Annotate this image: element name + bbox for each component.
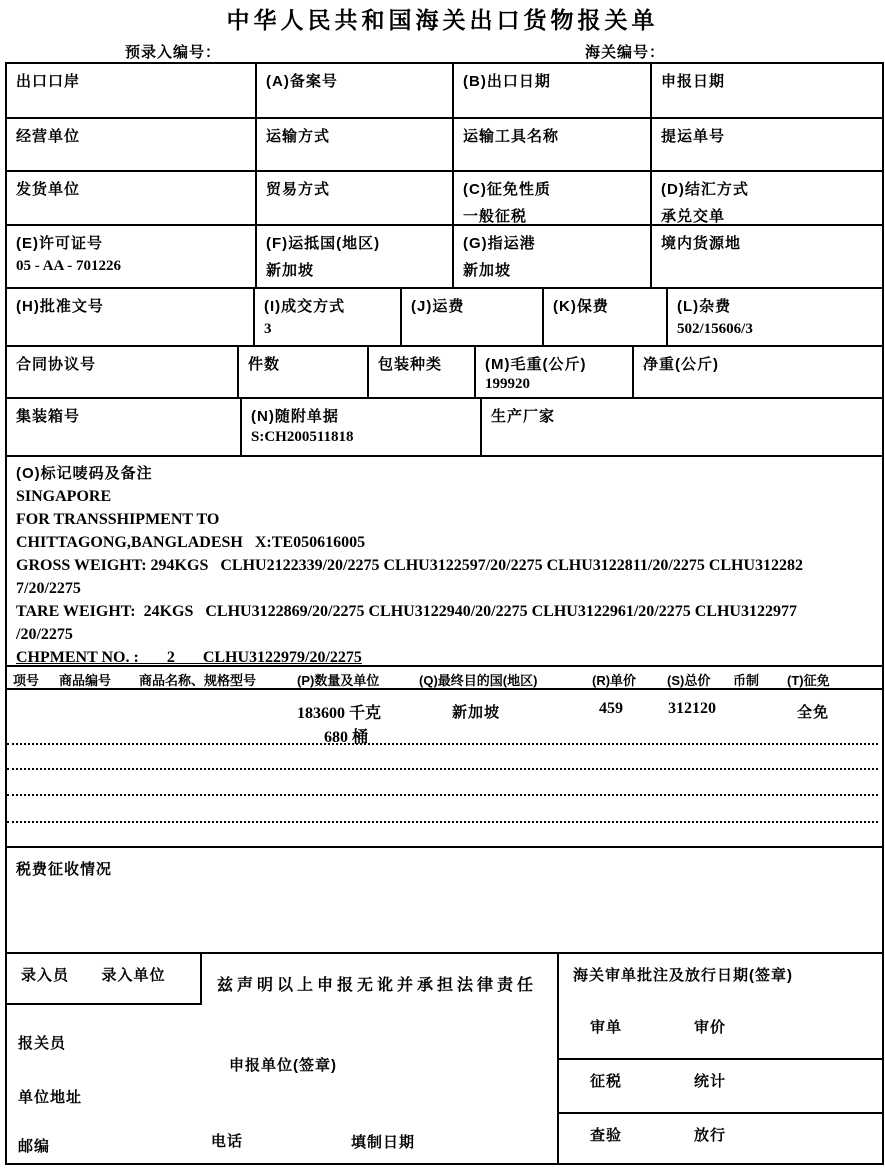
goods-table-header: [5, 665, 884, 690]
license-no-value: 05 - AA - 701226: [16, 258, 121, 274]
goods-quantity-1: 183600 千克: [297, 705, 382, 722]
col-item-no: 项号: [13, 673, 40, 688]
consignor-label: 发货单位: [16, 181, 81, 198]
cell-trade-mode: [255, 170, 454, 226]
phone-label: 电话: [211, 1133, 244, 1150]
inspection-label: 查验: [590, 1127, 623, 1144]
cell-freight: [400, 287, 544, 347]
transaction-mode-value: 3: [264, 321, 272, 337]
goods-levy-exemption: 全免: [797, 704, 830, 721]
col-currency: 币制: [733, 673, 760, 688]
col-quantity-unit: (P)数量及单位: [297, 673, 380, 688]
unit-address-label: 单位地址: [18, 1089, 83, 1106]
cell-bill-of-lading: [650, 117, 884, 172]
cell-contract-no: [5, 345, 239, 399]
form-title: 中华人民共和国海关出口货物报关单: [226, 7, 659, 33]
cell-tax-collection: [5, 846, 884, 954]
cell-manufacturer: [480, 397, 884, 457]
contract-no-label: 合同协议号: [16, 356, 97, 373]
goods-final-destination: 新加坡: [452, 704, 501, 721]
attached-docs-value: S:CH200511818: [251, 429, 354, 445]
freight-label: (J)运费: [411, 298, 465, 315]
cell-levy-nature: [452, 170, 652, 226]
declarant-label: 报关员: [18, 1035, 67, 1052]
col-final-destination: (Q)最终目的国(地区): [419, 673, 538, 688]
cell-vehicle-name: [452, 117, 652, 172]
gross-weight-value: 199920: [485, 376, 530, 392]
cell-misc-charges: [666, 287, 884, 347]
domestic-source-label: 境内货源地: [661, 235, 742, 252]
declare-date-label: 申报日期: [661, 73, 726, 90]
marks-line: GROSS WEIGHT: 294KGS CLHU2122339/20/2275 CLHU3122597/20/2275 CLHU3122811/20/2275 CLHU312282: [16, 557, 804, 574]
goods-unit-price: 459: [599, 700, 623, 717]
cell-transaction-mode: [253, 287, 402, 347]
cell-destination-port: [452, 224, 652, 289]
entry-clerk-box: [5, 952, 202, 1005]
goods-total-price: 312120: [668, 700, 716, 717]
cell-arrival-country: [255, 224, 454, 289]
entry-clerk-label: 录入员: [21, 967, 70, 984]
goods-quantity-2: 680 桶: [324, 729, 369, 746]
statistics-label: 统计: [694, 1073, 727, 1090]
destination-port-value: 新加坡: [463, 262, 512, 279]
cell-declare-date: [650, 62, 884, 119]
cell-packing-kind: [367, 345, 476, 399]
net-weight-label: 净重(公斤): [643, 356, 719, 373]
levy-nature-value: 一般征税: [463, 208, 528, 225]
gross-weight-label: (M)毛重(公斤): [485, 356, 587, 373]
packages-label: 件数: [248, 356, 281, 373]
settlement-mode-label: (D)结汇方式: [661, 181, 749, 198]
col-total-price: (S)总价: [667, 673, 711, 688]
entry-unit-label: 录入单位: [101, 967, 166, 984]
cell-marks-remarks: [5, 455, 884, 667]
marks-line: TARE WEIGHT: 24KGS CLHU3122869/20/2275 CLHU3122940/20/2275 CLHU3122961/20/2275 CLHU3122977: [16, 603, 797, 620]
vehicle-name-label: 运输工具名称: [463, 128, 560, 145]
cell-operator: [5, 117, 257, 172]
arrival-country-value: 新加坡: [266, 262, 315, 279]
cell-attached-docs: [240, 397, 482, 457]
cell-settlement-mode: [650, 170, 884, 226]
misc-charges-value: 502/15606/3: [677, 321, 753, 337]
cell-net-weight: [632, 345, 884, 399]
marks-line: SINGAPORE: [16, 488, 112, 505]
manufacturer-label: 生产厂家: [491, 408, 556, 425]
col-commodity-name: 商品名称、规格型号: [139, 673, 257, 688]
export-port-label: 出口口岸: [16, 73, 81, 90]
customs-endorsement-label: 海关审单批注及放行日期(签章): [573, 967, 793, 984]
tax-collection-label: 税费征收情况: [16, 861, 113, 878]
cell-approval-no: [5, 287, 255, 347]
cell-customs-endorsement: [557, 952, 884, 1060]
cell-domestic-source: [650, 224, 884, 289]
record-no-label: (A)备案号: [266, 73, 338, 90]
bill-of-lading-label: 提运单号: [661, 128, 726, 145]
export-date-label: (B)出口日期: [463, 73, 551, 90]
cell-container-no: [5, 397, 242, 457]
goods-table-body: [5, 688, 884, 848]
customs-no-label: 海关编号：: [585, 44, 666, 61]
col-unit-price: (R)单价: [592, 673, 637, 688]
marks-line: FOR TRANSSHIPMENT TO: [16, 511, 220, 528]
settlement-mode-value: 承兑交单: [661, 208, 726, 225]
pre-entry-no-label: 预录入编号：: [125, 44, 222, 61]
cell-record-no: [255, 62, 454, 119]
packing-kind-label: 包装种类: [378, 356, 443, 373]
cell-taxation-statistics: [557, 1058, 884, 1114]
marks-line: 7/20/2275: [16, 580, 81, 597]
cell-premium: [542, 287, 668, 347]
marks-line: CHITTAGONG,BANGLADESH X:TE050616005: [16, 534, 366, 551]
row-divider-dotted: [7, 821, 878, 823]
cell-gross-weight: [474, 345, 634, 399]
approval-no-label: (H)批准文号: [16, 298, 104, 315]
col-commodity-no: 商品编号: [59, 673, 112, 688]
doc-review-label: 审单: [590, 1019, 623, 1036]
misc-charges-label: (L)杂费: [677, 298, 732, 315]
row-divider-dotted: [7, 768, 878, 770]
destination-port-label: (G)指运港: [463, 235, 536, 252]
levy-nature-label: (C)征免性质: [463, 181, 551, 198]
taxation-label: 征税: [590, 1073, 623, 1090]
cell-declaration-area: [5, 952, 559, 1165]
premium-label: (K)保费: [553, 298, 609, 315]
cell-consignor: [5, 170, 257, 226]
declaring-unit-label: 申报单位(签章): [229, 1057, 337, 1074]
cell-inspection-release: [557, 1112, 884, 1165]
postcode-label: 邮编: [18, 1138, 51, 1155]
price-review-label: 审价: [694, 1019, 727, 1036]
declaration-statement: 兹声明以上申报无讹并承担法律责任: [217, 977, 538, 994]
transaction-mode-label: (I)成交方式: [264, 298, 346, 315]
attached-docs-label: (N)随附单据: [251, 408, 339, 425]
arrival-country-label: (F)运抵国(地区): [266, 235, 381, 252]
row-divider-dotted: [7, 743, 878, 745]
cell-transport-mode: [255, 117, 454, 172]
marks-line-shipment-no: CHPMENT NO. : 2 CLHU3122979/20/2275: [16, 649, 362, 666]
trade-mode-label: 贸易方式: [266, 181, 331, 198]
container-no-label: 集装箱号: [16, 408, 81, 425]
col-levy-exemption: (T)征免: [787, 673, 830, 688]
cell-packages: [237, 345, 369, 399]
cell-export-port: [5, 62, 257, 119]
fill-date-label: 填制日期: [351, 1134, 416, 1151]
marks-line: /20/2275: [16, 626, 73, 643]
marks-label: (O)标记唛码及备注: [16, 465, 153, 482]
cell-license-no: [5, 224, 257, 289]
row-divider-dotted: [7, 794, 878, 796]
transport-mode-label: 运输方式: [266, 128, 331, 145]
license-no-label: (E)许可证号: [16, 235, 103, 252]
operator-label: 经营单位: [16, 128, 81, 145]
cell-export-date: [452, 62, 652, 119]
release-label: 放行: [694, 1127, 727, 1144]
